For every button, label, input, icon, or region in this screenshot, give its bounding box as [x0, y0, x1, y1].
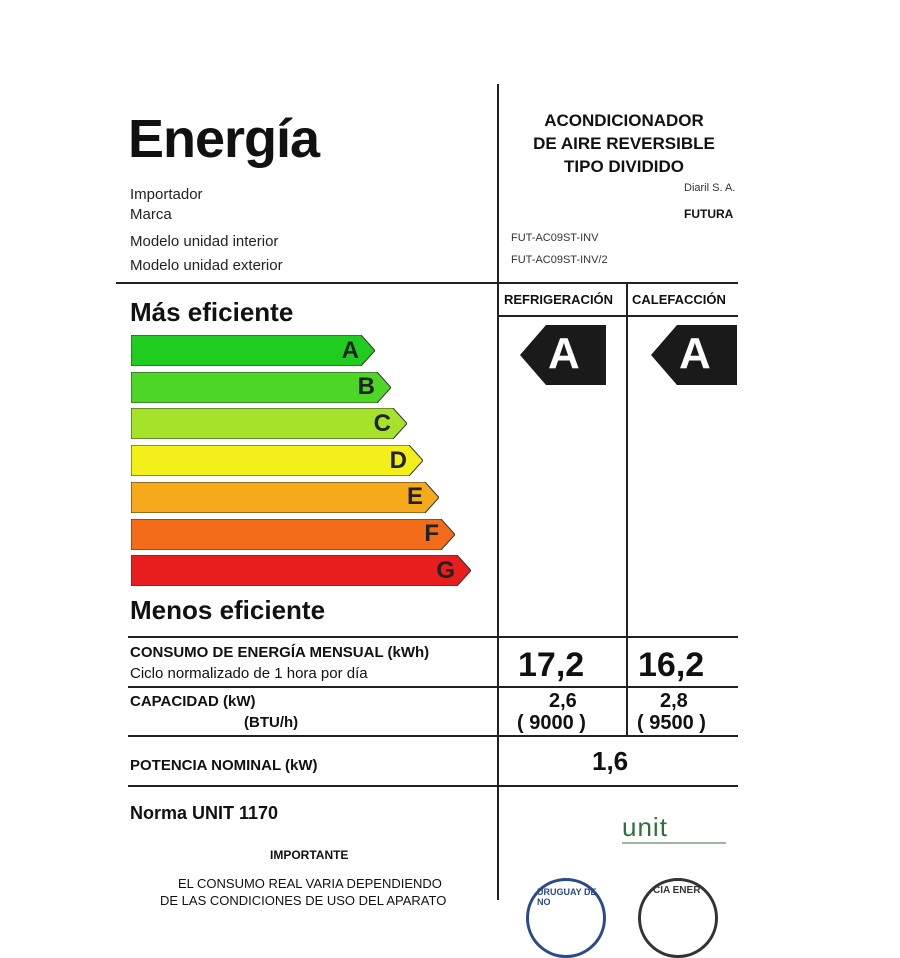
class-arrow-letter: D	[389, 446, 407, 474]
class-arrow-letter: E	[406, 483, 423, 511]
modelo-exterior-label: Modelo unidad exterior	[130, 257, 283, 274]
product-line-3: TIPO DIVIDIDO	[564, 157, 684, 176]
seal-2	[638, 878, 718, 958]
divider-norma	[128, 785, 738, 787]
importador-value: Diaril S. A.	[684, 182, 736, 194]
capacidad-refrigeracion-kw: 2,6	[549, 690, 577, 712]
modelo-interior-label: Modelo unidad interior	[130, 233, 279, 250]
class-arrow-c	[131, 408, 407, 439]
class-arrow-letter: B	[357, 373, 375, 401]
divider-potencia	[128, 735, 738, 737]
class-arrow-shape	[131, 482, 439, 513]
importador-label: Importador	[130, 186, 203, 203]
product-line-2: DE AIRE REVERSIBLE	[533, 134, 715, 153]
refrigeracion-class-letter: A	[548, 329, 580, 378]
class-arrow-shape	[131, 408, 407, 439]
norma-label: Norma UNIT 1170	[130, 803, 279, 823]
calefaccion-class-badge	[651, 325, 737, 385]
class-arrow-letter: G	[436, 556, 455, 584]
main-divider	[497, 84, 499, 900]
class-arrow-a	[131, 335, 375, 366]
class-arrow-shape	[131, 372, 391, 403]
consumo-refrigeracion: 17,2	[518, 646, 585, 684]
seal-2-text: CIA ENER	[653, 885, 701, 896]
capacidad-label: CAPACIDAD (kW)	[130, 693, 256, 710]
column-divider	[626, 284, 628, 736]
unit-logo-underline	[622, 842, 726, 844]
important-title: IMPORTANTE	[270, 848, 349, 862]
important-line-1: EL CONSUMO REAL VARIA DEPENDIENDO	[178, 876, 442, 891]
important-line-2: DE LAS CONDICIONES DE USO DEL APARATO	[160, 893, 447, 908]
capacidad-calefaccion-kw: 2,8	[660, 690, 688, 712]
capacidad-calefaccion-btu: ( 9500 )	[637, 712, 706, 734]
class-arrow-letter: F	[424, 520, 439, 547]
seal-1-text: URUGUAY DE NO	[537, 887, 597, 907]
consumo-sub: Ciclo normalizado de 1 hora por día	[130, 665, 368, 682]
calefaccion-class-letter: A	[679, 329, 711, 378]
divider-capacidad	[128, 686, 738, 688]
class-arrow-b	[131, 372, 391, 403]
class-arrow-shape	[131, 335, 375, 366]
class-arrow-shape	[131, 555, 471, 586]
marca-value: FUTURA	[684, 207, 734, 221]
label-title: Energía	[128, 109, 320, 169]
class-arrow-g	[131, 555, 471, 586]
consumo-calefaccion: 16,2	[638, 646, 705, 684]
divider-consumo	[128, 636, 738, 638]
potencia-value: 1,6	[592, 746, 629, 776]
menos-eficiente-label: Menos eficiente	[130, 595, 326, 625]
seal-1	[526, 878, 606, 958]
class-arrow-letter: C	[373, 409, 391, 437]
class-arrow-e	[131, 482, 439, 513]
capacidad-refrigeracion-btu: ( 9000 )	[517, 712, 586, 734]
modelo-exterior-value: FUT-AC09ST-INV/2	[511, 254, 608, 266]
class-arrow-letter: A	[341, 336, 359, 364]
potencia-label: POTENCIA NOMINAL (kW)	[130, 757, 318, 774]
class-arrow-d	[131, 445, 423, 476]
product-line-1: ACONDICIONADOR	[544, 111, 704, 130]
modelo-interior-value: FUT-AC09ST-INV	[511, 232, 599, 244]
class-arrow-f	[131, 519, 455, 550]
marca-label: Marca	[130, 206, 172, 223]
refrigeracion-header: REFRIGERACIÓN	[504, 292, 614, 307]
class-arrow-shape	[131, 519, 455, 550]
consumo-label: CONSUMO DE ENERGÍA MENSUAL (kWh)	[130, 644, 430, 661]
refrigeracion-class-badge	[520, 325, 606, 385]
mas-eficiente-label: Más eficiente	[130, 297, 294, 327]
calefaccion-header: CALEFACCIÓN	[632, 292, 726, 307]
capacidad-sub: (BTU/h)	[244, 714, 299, 731]
class-arrow-shape	[131, 445, 423, 476]
unit-logo: unit	[622, 812, 668, 842]
divider-colhead	[497, 315, 738, 317]
divider-header	[116, 282, 738, 284]
